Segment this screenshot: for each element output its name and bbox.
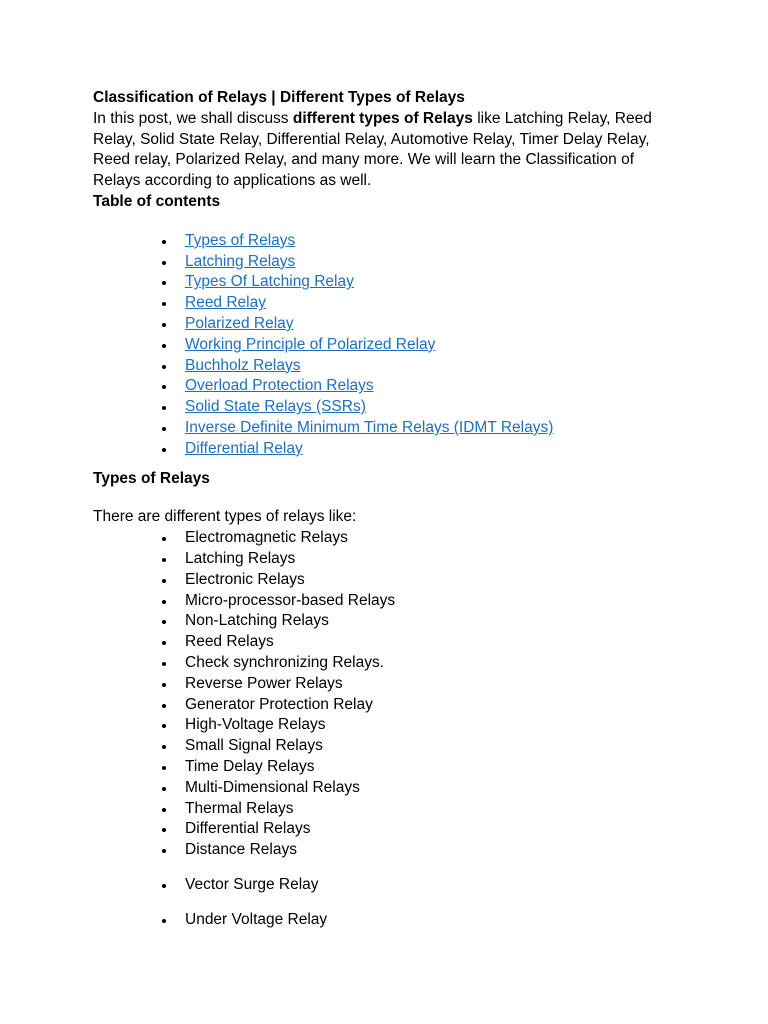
list-item: Thermal Relays [93,799,683,820]
list-item: Distance Relays [93,840,683,861]
intro-paragraph [93,109,683,192]
toc-item [93,231,683,252]
intro-text-bold: different types of Relays [292,109,473,127]
toc-link-polarized-relay[interactable]: Polarized Relay [185,314,294,332]
table-of-contents [93,231,683,460]
toc-item [93,335,683,356]
list-item: Differential Relays [93,819,683,840]
toc-link-solid-state-relays[interactable]: Solid State Relays (SSRs) [185,398,366,416]
toc-link-buchholz-relays[interactable]: Buchholz Relays [185,356,301,374]
list-item: High-Voltage Relays [93,715,683,736]
toc-link-differential-relay[interactable]: Differential Relay [185,439,303,457]
toc-item [93,418,683,439]
list-item: Small Signal Relays [93,736,683,757]
toc-item [93,314,683,335]
list-item: Electromagnetic Relays [93,528,683,549]
toc-link-overload-protection-relays[interactable]: Overload Protection Relays [185,377,374,395]
toc-link-idmt-relays[interactable]: Inverse Definite Minimum Time Relays (IDMT Relays) [185,418,554,436]
document-title: Classification of Relays | Different Types of Relays [93,89,465,106]
toc-item [93,439,683,460]
list-item: Micro-processor-based Relays [93,591,683,612]
list-item: Vector Surge Relay [93,875,683,896]
toc-link-working-principle[interactable]: Working Principle of Polarized Relay [185,335,436,353]
toc-item [93,356,683,377]
list-item: Reverse Power Relays [93,674,683,695]
toc-item [93,376,683,397]
toc-heading: Table of contents [93,192,221,210]
intro-text-after: like Latching Relay, Reed Relay, Solid State Relay, Differential Relay, Automotive Relay, Timer Delay Relay, Reed relay, Polarized Relay, and many more. We will learn the Classification of Relays according to applications as well. [93,109,652,190]
toc-link-latching-relays[interactable]: Latching Relays [185,252,296,270]
list-item: Multi-Dimensional Relays [93,778,683,799]
section-intro: There are different types of relays like: [93,508,357,526]
toc-item [93,397,683,418]
list-item: Check synchronizing Relays. [93,653,683,674]
list-item: Reed Relays [93,632,683,653]
list-item: Under Voltage Relay [93,910,683,931]
section-heading: Types of Relays [93,469,210,487]
toc-link-types-of-latching-relay[interactable]: Types Of Latching Relay [185,273,354,291]
list-item: Non-Latching Relays [93,611,683,632]
list-item: Generator Protection Relay [93,695,683,716]
list-item: Latching Relays [93,549,683,570]
toc-item [93,293,683,314]
toc-link-types-of-relays[interactable]: Types of Relays [185,231,296,249]
toc-item [93,252,683,273]
toc-link-reed-relay[interactable]: Reed Relay [185,294,266,312]
toc-item [93,272,683,293]
intro-text-before: In this post, we shall discuss [93,109,293,127]
relay-types-list [93,528,683,930]
list-item: Time Delay Relays [93,757,683,778]
list-item: Electronic Relays [93,570,683,591]
document-page [93,88,683,930]
